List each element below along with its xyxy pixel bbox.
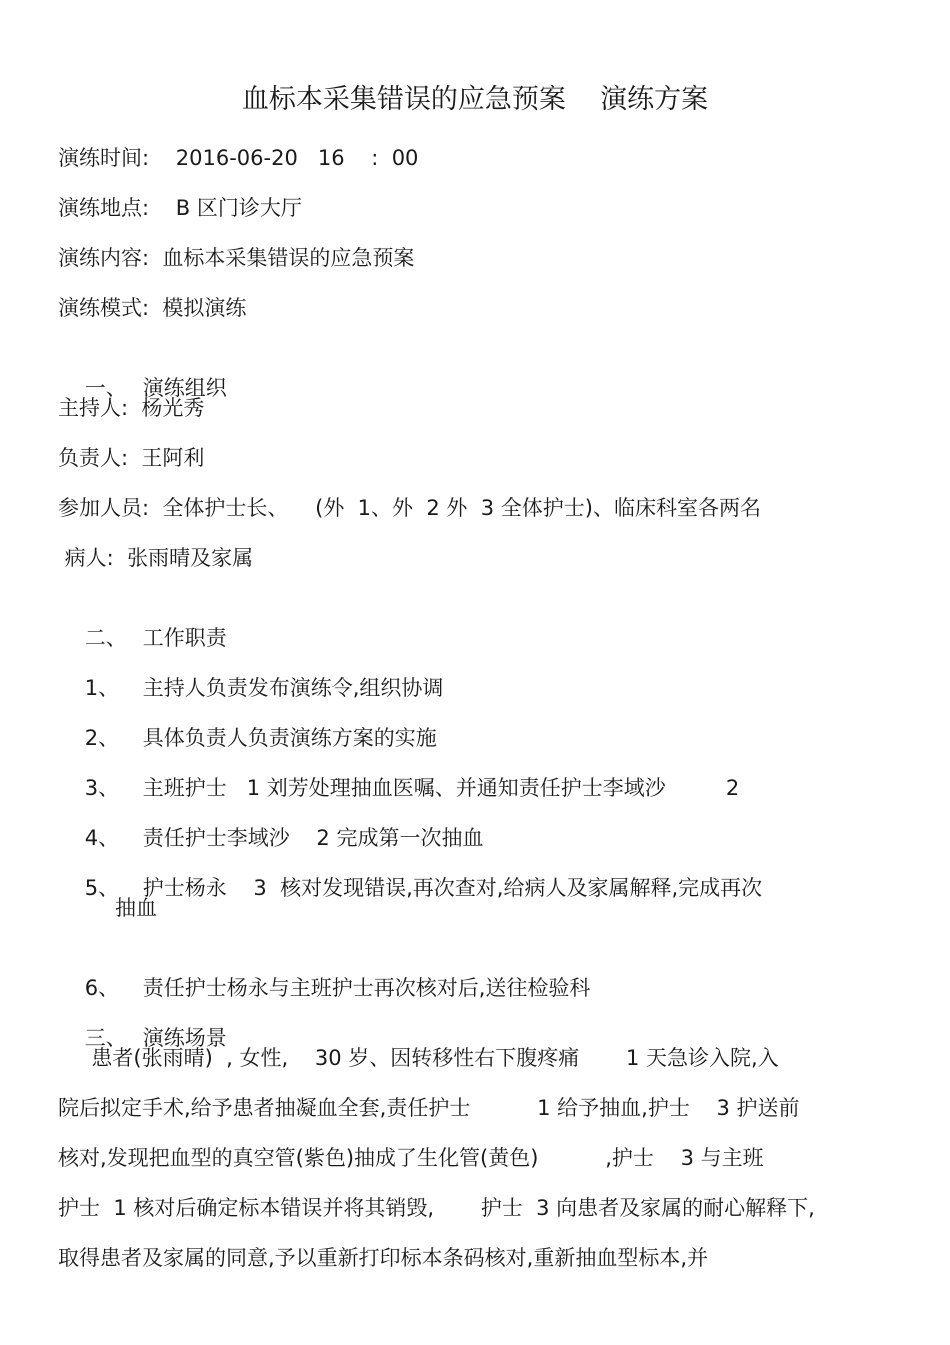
patient: 病人: 张雨晴及家属: [58, 546, 254, 570]
duty-number: 5、: [84, 876, 120, 900]
duty-number: 4、: [84, 826, 120, 850]
scenario-line: 患者(张雨晴) , 女性, 30 岁、因转移性右下腹疼痛 1 天急诊入院,入: [58, 1046, 779, 1070]
section-title: 工作职责: [142, 626, 227, 650]
duty-number: 2、: [84, 726, 120, 750]
scenario-line: 取得患者及家属的同意,予以重新打印标本条码核对,重新抽血型标本,并: [58, 1246, 709, 1270]
duty-text: 责任护士杨永与主班护士再次核对后,送往检验科: [142, 976, 591, 1000]
section-title: 演练场景: [142, 1026, 227, 1050]
duty-text: 护士杨永 3 核对发现错误,再次查对,给病人及家属解释,完成再次: [142, 876, 763, 900]
person-in-charge: 负责人: 王阿利: [58, 446, 205, 470]
section-number: 二、: [84, 626, 127, 650]
duty-item: [58, 843, 762, 933]
drill-mode: 演练模式: 模拟演练: [58, 296, 247, 320]
duty-number: 1、: [84, 676, 120, 700]
scenario-line: 核对,发现把血型的真空管(紫色)抽成了生化管(黄色) ,护士 3 与主班: [58, 1146, 764, 1170]
duty-number: 3、: [84, 776, 120, 800]
duty-text: 责任护士李域沙 2 完成第一次抽血: [142, 826, 484, 850]
section-number: 三、: [84, 1026, 127, 1050]
section-title: 演练组织: [142, 376, 227, 400]
drill-location: 演练地点: B 区门诊大厅: [58, 196, 302, 220]
drill-time: 演练时间: 2016-06-20 16 : 00: [58, 146, 419, 170]
section-number: 一、: [84, 376, 127, 400]
drill-content: 演练内容: 血标本采集错误的应急预案: [58, 246, 415, 270]
document-title: 血标本采集错误的应急预案 演练方案: [241, 84, 709, 115]
scenario-line: 护士 1 核对后确定标本错误并将其销毁, 护士 3 向患者及家属的耐心解释下,: [58, 1196, 815, 1220]
host: 主持人: 杨光秀: [58, 396, 205, 420]
duty-text: 主持人负责发布演练令,组织协调: [142, 676, 444, 700]
participants: 参加人员: 全体护士长、 (外 1、外 2 外 3 全体护士)、临床科室各两名: [58, 496, 761, 520]
duty-number: 6、: [84, 976, 120, 1000]
duty-text: 具体负责人负责演练方案的实施: [142, 726, 437, 750]
duty-text: 主班护士 1 刘芳处理抽血医嘱、并通知责任护士李域沙 2: [142, 776, 740, 800]
scenario-line: 院后拟定手术,给予患者抽凝血全套,责任护士 1 给予抽血,护士 3 护送前: [58, 1096, 800, 1120]
duty-item-continuation: 抽血: [115, 896, 157, 920]
